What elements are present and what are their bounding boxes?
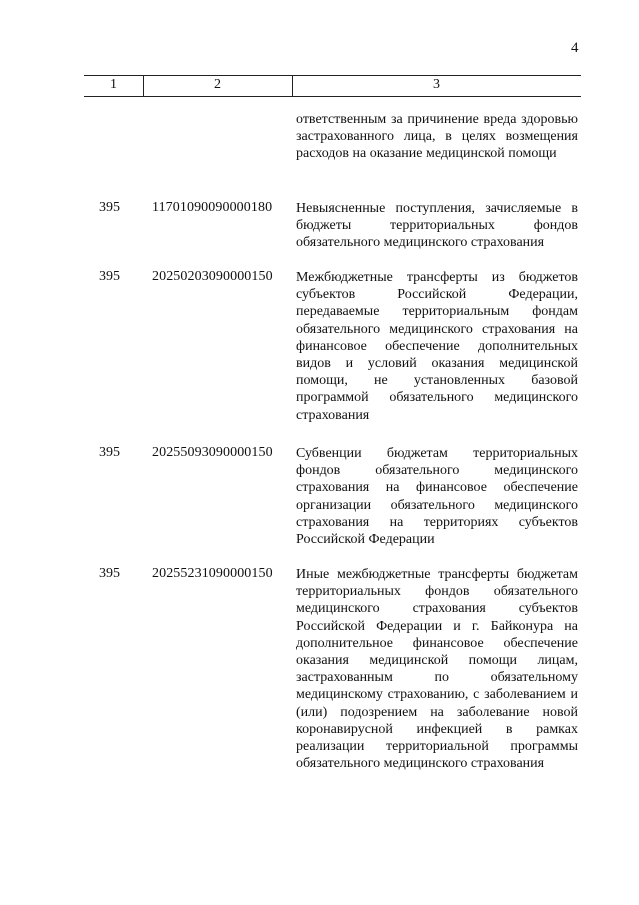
- header-col-3: 3: [433, 77, 440, 92]
- admin-code: 395: [99, 269, 120, 284]
- header-bottom-rule: [84, 96, 581, 97]
- table-header: [84, 75, 581, 97]
- page-number: 4: [571, 40, 579, 56]
- kbk-code: 20255093090000150: [152, 445, 273, 460]
- kbk-code: 20255231090000150: [152, 566, 273, 581]
- header-top-rule: [84, 75, 581, 76]
- admin-code: 395: [99, 445, 120, 460]
- admin-code: 395: [99, 200, 120, 215]
- header-col-1: 1: [110, 77, 117, 92]
- kbk-code: 20250203090000150: [152, 269, 273, 284]
- admin-code: 395: [99, 566, 120, 581]
- continuation-text: ответственным за причинение вреда здоровью застрахованного лица, в целях возмещения расходов на оказание медицинской помощи: [296, 112, 578, 162]
- row-description: Невыясненные поступления, зачисляемые в бюджеты территориальных фондов обязательного медицинского страхования: [296, 201, 578, 251]
- header-col-2: 2: [214, 77, 221, 92]
- row-description: Субвенции бюджетам территориальных фондов обязательного медицинского страхования на финансовое обеспечение организации обязательного медицинского страхования на территориях субъектов Российской Федерации: [296, 446, 578, 548]
- row-description: Межбюджетные трансферты из бюджетов субъектов Российской Федерации, передаваемые территориальным фондам обязательного медицинского страхования на финансовое обеспечение дополнительных видов и условий оказания медицинской помощи, не установленных базовой программой обязательного медицинского страхования: [296, 270, 578, 423]
- row-description: Иные межбюджетные трансферты бюджетам территориальных фондов обязательного медицинского страхования субъектов Российской Федерации и г. Байконура на дополнительное финансовое обеспечение оказания медицинской помощи лицам, застрахованным по обязательному медицинскому страхованию, с заболеванием и (или) подозрением на заболевание новой коронавирусной инфекцией в рамках реализации территориальной программы обязательного медицинского страхования: [296, 567, 578, 772]
- kbk-code: 11701090090000180: [152, 200, 273, 215]
